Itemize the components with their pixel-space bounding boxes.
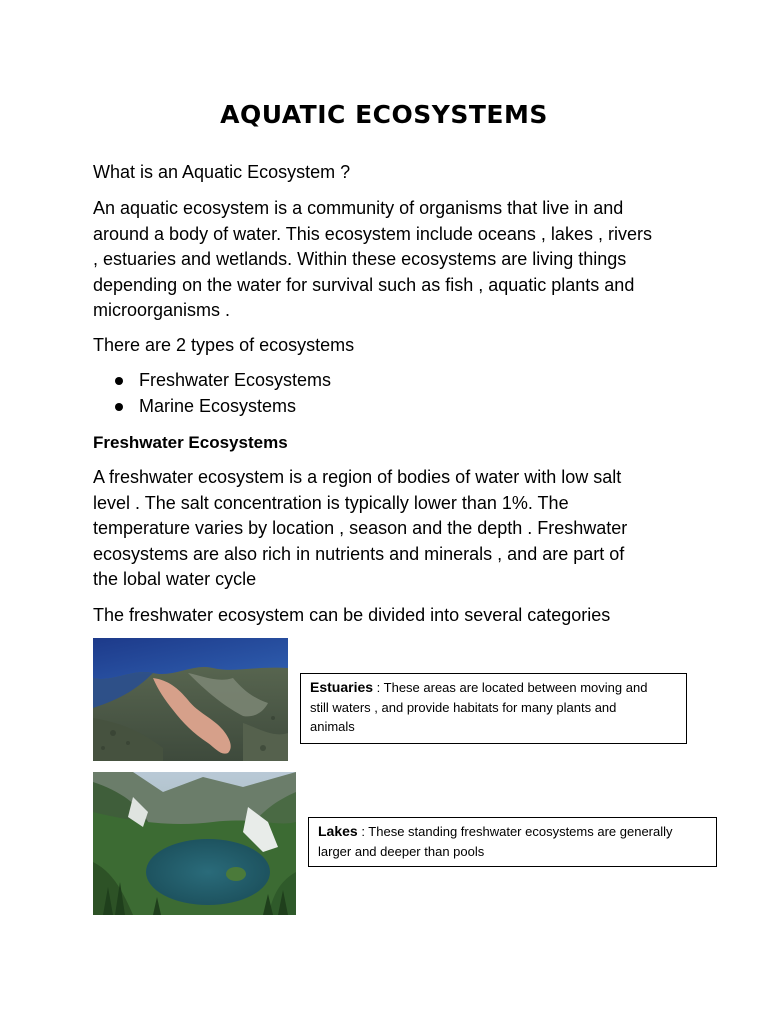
lake-photo [93, 772, 296, 915]
list-item [93, 394, 331, 420]
question-text: What is an Aquatic Ecosystem ? [93, 162, 351, 182]
intro-line: around a body of water. This ecosystem include oceans , lakes , rivers [93, 223, 652, 244]
lakes-line [318, 822, 707, 842]
freshwater-line: temperature varies by location , season and the depth . Freshwater [93, 518, 628, 539]
intro-paragraph [93, 196, 693, 324]
lakes-caption [308, 817, 717, 867]
estuaries-caption [300, 673, 687, 744]
freshwater-line: the lobal water cycle [93, 569, 257, 590]
estuary-photo [93, 638, 288, 761]
intro-line: , estuaries and wetlands. Within these ecosystems are living things [93, 249, 627, 270]
estuaries-text: : These areas are located between moving and [373, 680, 648, 695]
freshwater-line: A freshwater ecosystem is a region of bodies of water with low salt [93, 467, 622, 487]
estuaries-line [310, 678, 677, 698]
intro-line: depending on the water for survival such as fish , aquatic plants and [93, 274, 635, 295]
document-title: AQUATIC ECOSYSTEMS [220, 100, 548, 129]
lakes-line: larger and deeper than pools [318, 843, 485, 859]
lakes-term: Lakes [318, 823, 358, 839]
freshwater-line: ecosystems are also rich in nutrients and minerals , and are part of [93, 543, 625, 564]
estuaries-term: Estuaries [310, 679, 374, 695]
estuaries-line: animals [310, 719, 355, 734]
lakes-text: : These standing freshwater ecosystems are generally [357, 824, 673, 839]
types-list [93, 368, 331, 419]
categories-intro: The freshwater ecosystem can be divided into several categories [93, 605, 611, 625]
types-intro: There are 2 types of ecosystems [93, 335, 355, 355]
bullet-icon [115, 403, 123, 411]
list-item [93, 368, 331, 394]
freshwater-line: level . The salt concentration is typically lower than 1%. The [93, 492, 569, 513]
freshwater-heading: Freshwater Ecosystems [93, 433, 288, 452]
freshwater-paragraph [93, 465, 693, 593]
intro-line: An aquatic ecosystem is a community of organisms that live in and [93, 198, 624, 218]
bullet-icon [115, 377, 123, 385]
estuaries-line: still waters , and provide habitats for many plants and [310, 699, 617, 715]
list-item-label: Freshwater Ecosystems [139, 370, 332, 390]
intro-line: microorganisms . [93, 300, 231, 321]
list-item-label: Marine Ecosystems [139, 395, 297, 416]
